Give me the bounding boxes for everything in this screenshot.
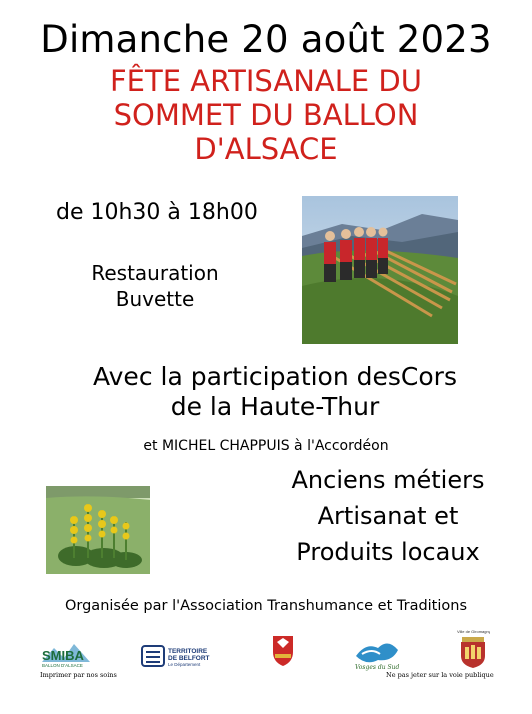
territoire-logo-line-3: Le Département	[168, 662, 201, 667]
giromagny-logo-text: Ville de Giromagny	[457, 629, 490, 634]
red-crest-logo	[270, 632, 296, 668]
opening-hours: de 10h30 à 18h00	[56, 200, 258, 225]
territoire-logo-line-1: TERRITOIRE	[168, 648, 208, 655]
print-note: Imprimer par nos soins	[40, 671, 117, 679]
smiba-logo-text: SMIBA	[42, 648, 84, 663]
service-buvette: Buvette	[115, 287, 195, 311]
activities-list	[270, 462, 506, 570]
event-title-line-1: FÊTE ARTISANALE DU	[110, 64, 422, 98]
participation-block	[60, 362, 490, 422]
activity-item: Artisanat et	[317, 502, 459, 530]
event-title-line-2: SOMMET DU BALLON	[113, 98, 419, 132]
vosges-du-sud-logo	[352, 634, 402, 672]
smiba-logo	[38, 636, 102, 670]
guest-musician: et MICHEL CHAPPUIS à l'Accordéon	[143, 438, 389, 454]
activity-item: Anciens métiers	[291, 466, 485, 494]
event-date: Dimanche 20 août 2023	[40, 18, 492, 61]
disposal-note: Ne pas jeter sur la voie publique	[386, 671, 494, 679]
services	[80, 260, 230, 312]
event-title	[0, 64, 532, 166]
service-restauration: Restauration	[91, 261, 219, 285]
activity-item: Produits locaux	[296, 538, 480, 566]
territoire-de-belfort-logo	[140, 640, 220, 670]
participation-line-1: Avec la participation desCors	[93, 362, 457, 391]
yellow-gentian-photo	[46, 486, 150, 574]
territoire-logo-line-2: DE BELFORT	[168, 655, 210, 662]
organizer-line: Organisée par l'Association Transhumance et Traditions	[64, 598, 468, 614]
event-title-line-3: D'ALSACE	[194, 132, 338, 166]
participation-line-2: de la Haute-Thur	[170, 392, 380, 421]
alphorn-players-photo	[302, 196, 458, 344]
smiba-logo-subtext: BALLON D'ALSACE	[42, 663, 83, 668]
giromagny-crest-logo	[456, 628, 490, 670]
vosges-du-sud-logo-text: Vosges du Sud	[355, 664, 400, 671]
